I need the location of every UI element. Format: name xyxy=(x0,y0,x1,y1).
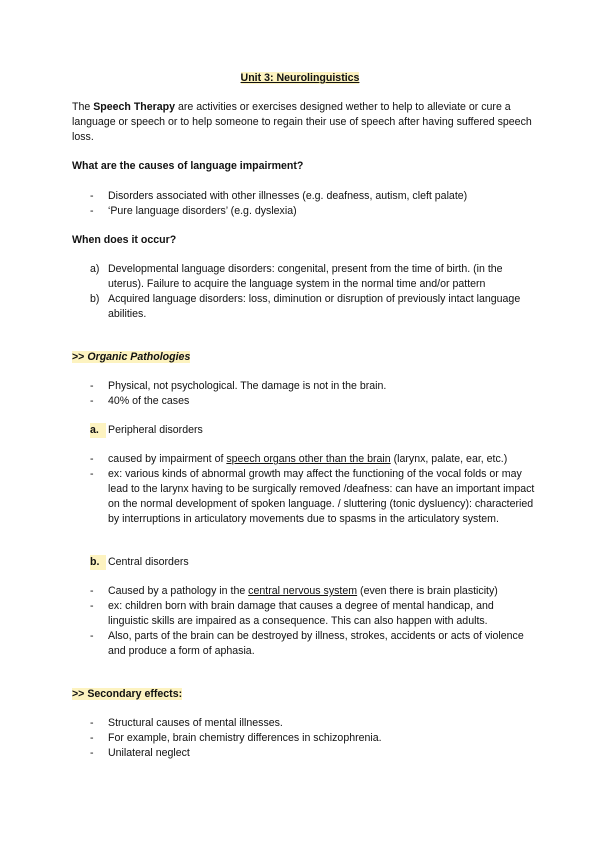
subsection-central: b. Central disorders xyxy=(90,556,189,568)
list-item: - Physical, not psychological. The damage is not in the brain. xyxy=(90,380,387,392)
list-item: - ‘Pure language disorders’ (e.g. dyslexia) xyxy=(90,205,297,217)
list-item: - ex: various kinds of abnormal growth may affect the functioning of the vocal folds or may lead to the larynx having to be surgically removed /deafness: can have an important impact on the normal development of spoken language. / sluttering (tonic dysluency): characteried by interruptions in articulatory movements due to spasms in the articulatory system. xyxy=(90,468,535,525)
list-item: - ex: children born with brain damage that causes a degree of mental handicap, and linguistic skills are impaired as a consequence. This can also happen with adults. xyxy=(90,600,494,627)
question-occur: When does it occur? xyxy=(72,234,177,246)
list-item: - Unilateral neglect xyxy=(90,747,190,759)
list-item: - Structural causes of mental illnesses. xyxy=(90,717,283,729)
intro-paragraph: The Speech Therapy are activities or exercises designed wether to help to alleviate or cure a language or speech or to help someone to regain their use of speech after having suffered speech loss. xyxy=(72,101,532,143)
subsection-peripheral: a. Peripheral disorders xyxy=(90,424,203,436)
question-causes: What are the causes of language impairment? xyxy=(72,160,304,172)
page-title: Unit 3: Neurolinguistics xyxy=(240,72,360,84)
list-item: a) Developmental language disorders: congenital, present from the time of birth. (in the uterus). Failure to acquire the language system in the normal time and/or pattern xyxy=(90,263,503,290)
list-item: b) Acquired language disorders: loss, diminution or disruption of previously intact language abilities. xyxy=(90,293,521,320)
list-item: - Also, parts of the brain can be destroyed by illness, strokes, accidents or acts of violence and produce a form of aphasia. xyxy=(90,630,524,657)
list-item: - 40% of the cases xyxy=(90,395,190,407)
list-item: - Disorders associated with other illnesses (e.g. deafness, autism, cleft palate) xyxy=(90,190,468,202)
section-organic-heading: >> Organic Pathologies xyxy=(72,351,191,363)
section-secondary-heading: >> Secondary effects: xyxy=(72,688,183,700)
list-item: - For example, brain chemistry differences in schizophrenia. xyxy=(90,732,382,744)
list-item: - caused by impairment of speech organs other than the brain (larynx, palate, ear, etc.) xyxy=(90,453,508,465)
list-item: - Caused by a pathology in the central nervous system (even there is brain plasticity) xyxy=(90,585,498,597)
